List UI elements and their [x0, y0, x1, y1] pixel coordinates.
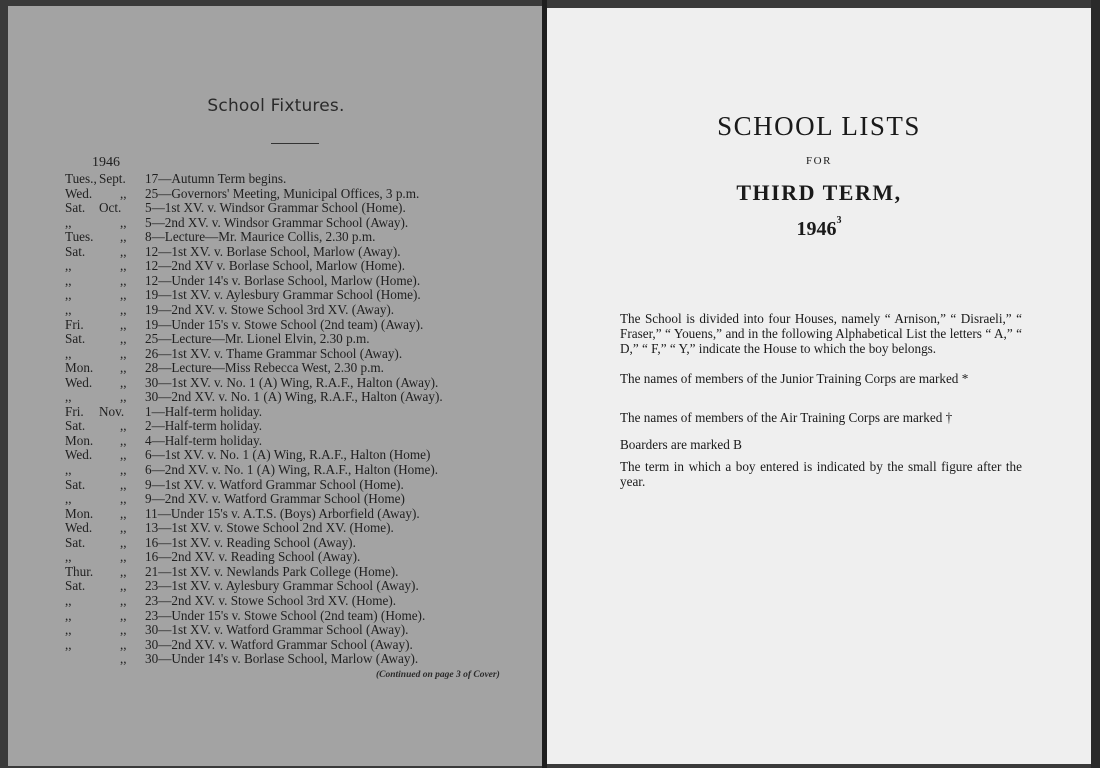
fixture-day: Sat.	[65, 200, 86, 216]
fixture-day: Sat.	[65, 418, 86, 434]
fixture-ditto: ,,	[120, 389, 127, 405]
fixture-ditto: ,,	[120, 592, 127, 608]
fixture-day: Sat.	[65, 578, 86, 594]
fixture-day: Tues.	[65, 229, 94, 245]
fixture-month: Sept.	[99, 171, 126, 186]
fixture-ditto: ,,	[120, 476, 127, 492]
fixture-text: 12—2nd XV v. Borlase School, Marlow (Home).	[145, 258, 406, 274]
continued-note: (Continued on page 3 of Cover)	[376, 670, 500, 680]
fixture-text: 5—1st XV. v. Windsor Grammar School (Home).	[145, 200, 406, 216]
fixture-ditto: ,,	[120, 651, 127, 667]
fixture-ditto: ,,	[120, 534, 127, 550]
fixture-day: Fri.	[65, 403, 84, 419]
school-lists-title: SCHOOL LISTS	[717, 111, 921, 141]
fixture-ditto: ,,	[120, 331, 127, 347]
term-year	[547, 215, 1091, 241]
fixture-text: 30—2nd XV. v. No. 1 (A) Wing, R.A.F., Halton (Away).	[145, 389, 443, 405]
fixture-day: ,,	[65, 389, 72, 405]
term-year-value: 1946	[796, 218, 837, 240]
fixture-text: 28—Lecture—Miss Rebecca West, 2.30 p.m.	[145, 360, 384, 376]
fixture-day: ,,	[65, 607, 72, 623]
fixture-text: 16—2nd XV. v. Reading School (Away).	[145, 549, 361, 565]
fixture-day: ,,	[65, 636, 72, 652]
fixture-ditto: ,,	[120, 214, 127, 230]
fixture-ditto: ,,	[120, 229, 127, 245]
fixture-day: ,,	[65, 258, 72, 274]
fixture-text: 5—2nd XV. v. Windsor Grammar School (Away).	[145, 214, 409, 230]
fixture-day: Thur.	[65, 563, 94, 579]
fixture-day: Mon.	[65, 432, 94, 448]
fixture-day: ,,	[65, 345, 72, 361]
fixture-day: Wed.	[65, 520, 93, 536]
fixture-ditto: ,,	[120, 243, 127, 259]
fixture-day: ,,	[65, 272, 72, 288]
fixture-text: 19—2nd XV. v. Stowe School 3rd XV. (Away).	[145, 301, 395, 317]
fixture-day: Wed.	[65, 185, 93, 201]
fixture-day: Wed.	[65, 374, 93, 390]
fixture-text: 30—1st XV. v. Watford Grammar School (Away).	[145, 622, 409, 638]
fixture-day: ,,	[65, 214, 72, 230]
fixture-text: 13—1st XV. v. Stowe School 2nd XV. (Home).	[145, 520, 394, 536]
fixture-text: 12—Under 14's v. Borlase School, Marlow (Home).	[145, 272, 421, 288]
fixtures-year: 1946	[92, 155, 120, 170]
fixture-day: ,,	[65, 549, 72, 565]
fixture-text: 17—Autumn Term begins.	[145, 171, 287, 186]
fixture-ditto: ,,	[120, 432, 127, 448]
fixture-ditto: ,,	[120, 301, 127, 317]
fixture-text: 26—1st XV. v. Thame Grammar School (Away).	[145, 345, 403, 361]
fixture-day: Fri.	[65, 316, 84, 332]
fixture-text: 11—Under 15's v. A.T.S. (Boys) Arborfield (Away).	[145, 505, 420, 521]
fixture-ditto: ,,	[120, 462, 127, 477]
fixture-text: 6—2nd XV. v. No. 1 (A) Wing, R.A.F., Halton (Home).	[145, 462, 439, 477]
fixture-ditto: ,,	[120, 520, 127, 536]
fixture-day: Sat.	[65, 331, 86, 347]
fixture-month: Nov.	[99, 403, 125, 419]
fixture-day: ,,	[65, 287, 72, 303]
fixture-ditto: ,,	[120, 316, 127, 332]
fixture-day: ,,	[65, 491, 72, 507]
fixture-day: ,,	[65, 592, 72, 608]
fixture-text: 30—1st XV. v. No. 1 (A) Wing, R.A.F., Halton (Away).	[145, 374, 439, 390]
fixture-day: Tues.,	[65, 171, 97, 186]
fixture-ditto: ,,	[120, 505, 127, 521]
boarders-paragraph: Boarders are marked B	[620, 437, 742, 452]
fixture-text: 23—2nd XV. v. Stowe School 3rd XV. (Home).	[145, 592, 397, 608]
houses-paragraph: The School is divided into four Houses, namely “ Arnison,” “ Disraeli,” “ Fraser,” “ Youens,” and in the following Alphabetical List the letters “ A,” “ D,” “ F,” “ Y,” indicate the House to which the boy belongs.	[620, 311, 1022, 356]
fixture-day: Sat.	[65, 476, 86, 492]
fixture-text: 30—Under 14's v. Borlase School, Marlow (Away).	[145, 651, 419, 667]
fixture-ditto: ,,	[120, 622, 127, 638]
fixture-day: Sat.	[65, 243, 86, 259]
fixture-ditto: ,,	[120, 549, 127, 565]
title-rule	[271, 143, 319, 144]
fixture-day: Sat.	[65, 534, 86, 550]
fixture-text: 9—2nd XV. v. Watford Grammar School (Home)	[145, 491, 405, 507]
fixture-text: 25—Lecture—Mr. Lionel Elvin, 2.30 p.m.	[145, 331, 370, 347]
fixture-ditto: ,,	[120, 447, 127, 463]
fixture-ditto: ,,	[120, 345, 127, 361]
right-page	[547, 8, 1091, 764]
background-edge	[1091, 0, 1100, 768]
fixture-day: Mon.	[65, 505, 94, 521]
fixture-day: ,,	[65, 622, 72, 638]
fixture-ditto: ,,	[120, 272, 127, 288]
fixture-day: Wed.	[65, 447, 93, 463]
fixture-text: 16—1st XV. v. Reading School (Away).	[145, 534, 356, 550]
fixture-text: 12—1st XV. v. Borlase School, Marlow (Away).	[145, 243, 401, 259]
term-paragraph: The term in which a boy entered is indicated by the small figure after the year.	[620, 459, 1022, 489]
fixture-ditto: ,,	[120, 287, 127, 303]
fixture-day: Mon.	[65, 360, 94, 376]
fixture-ditto: ,,	[120, 563, 127, 579]
fixture-text: 8—Lecture—Mr. Maurice Collis, 2.30 p.m.	[145, 229, 376, 245]
fixture-text: 1—Half-term holiday.	[145, 403, 263, 419]
fixture-day: ,,	[65, 462, 72, 477]
fixture-text: 30—2nd XV. v. Watford Grammar School (Away).	[145, 636, 413, 652]
fixture-ditto: ,,	[120, 360, 127, 376]
fixture-ditto: ,,	[120, 185, 127, 201]
fixture-ditto: ,,	[120, 374, 127, 390]
fixture-day: ,,	[65, 301, 72, 317]
fixture-text: 21—1st XV. v. Newlands Park College (Home).	[145, 563, 399, 579]
fixtures-title: School Fixtures.	[207, 96, 345, 116]
term-title: THIRD TERM,	[736, 180, 902, 205]
fixture-ditto: ,,	[120, 607, 127, 623]
jtc-paragraph: The names of members of the Junior Training Corps are marked *	[620, 371, 969, 386]
fixture-text: 25—Governors' Meeting, Municipal Offices, 3 p.m.	[145, 185, 420, 201]
fixture-text: 19—1st XV. v. Aylesbury Grammar School (Home).	[145, 287, 421, 303]
fixture-text: 6—1st XV. v. No. 1 (A) Wing, R.A.F., Halton (Home)	[145, 447, 431, 463]
term-year-superscript: 3	[836, 215, 842, 226]
fixture-ditto: ,,	[120, 578, 127, 594]
fixture-ditto: ,,	[120, 418, 127, 434]
fixture-text: 9—1st XV. v. Watford Grammar School (Home).	[145, 476, 404, 492]
fixture-text: 23—Under 15's v. Stowe School (2nd team) (Home).	[145, 607, 426, 623]
for-label: FOR	[806, 155, 832, 167]
fixture-ditto: ,,	[120, 258, 127, 274]
fixture-text: 2—Half-term holiday.	[145, 418, 263, 434]
left-page	[8, 6, 544, 766]
atc-paragraph: The names of members of the Air Training Corps are marked †	[620, 410, 953, 425]
fixture-text: 23—1st XV. v. Aylesbury Grammar School (Away).	[145, 578, 419, 594]
fixture-text: 4—Half-term holiday.	[145, 432, 263, 448]
fixture-text: 19—Under 15's v. Stowe School (2nd team) (Away).	[145, 316, 424, 332]
fixture-ditto: ,,	[120, 636, 127, 652]
fixture-ditto: ,,	[120, 491, 127, 507]
fixture-month: Oct.	[99, 200, 122, 216]
